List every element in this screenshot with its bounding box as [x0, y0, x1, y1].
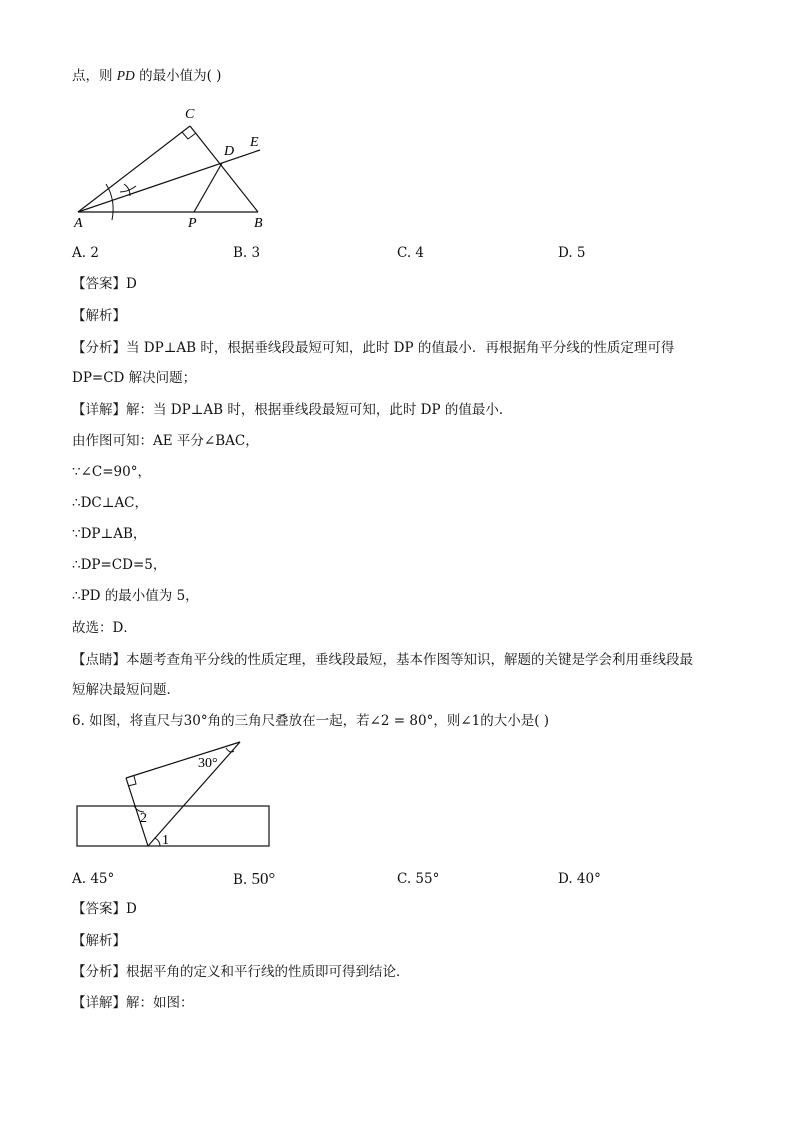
q5-option-a: A. 2	[72, 245, 99, 261]
q6-option-b: B. 50°	[233, 869, 276, 888]
q5-detail-line-8: 故选：D．	[72, 620, 137, 636]
q5-option-c: C. 4	[397, 245, 425, 261]
segment-ac	[78, 126, 190, 212]
q6-option-c: C. 55°	[397, 871, 440, 887]
q5-option-b: B. 3	[233, 245, 261, 261]
angle-1-arc	[155, 838, 160, 846]
q5-analysis-line-2: DP=CD 解决问题；	[72, 370, 197, 386]
label-a: A	[74, 216, 83, 231]
q6-answer: 【答案】D	[72, 901, 137, 917]
q5-comment-line-2: 短解决最短问题．	[72, 682, 180, 698]
q5-detail-line-1: 【详解】解：当 DP⊥AB 时，根据垂线段最短可知，此时 DP 的值最小．	[72, 402, 513, 418]
label-b: B	[254, 216, 263, 231]
ray-ae	[78, 150, 260, 212]
q5-answer: 【答案】D	[72, 276, 137, 292]
q6-ruler-triangle-figure	[74, 740, 274, 852]
label-angle-2: 2	[140, 811, 147, 826]
q6-analysis-heading: 【解析】	[72, 933, 126, 949]
q6-stem: 6. 如图，将直尺与30°角的三角尺叠放在一起，若∠2 = 80°，则∠1的大小是( )	[72, 713, 550, 729]
q6-analysis-line: 【分析】根据平角的定义和平行线的性质即可得到结论．	[72, 964, 410, 980]
label-e: E	[250, 135, 259, 150]
segment-dp	[194, 163, 222, 212]
q5-detail-line-4: ∴DC⊥AC，	[72, 495, 149, 511]
label-30-degrees: 30°	[198, 756, 218, 771]
right-angle-mark	[182, 132, 196, 139]
q6-option-d: D. 40°	[558, 871, 601, 887]
label-p: P	[188, 216, 197, 231]
ruler	[77, 806, 269, 846]
label-angle-1: 1	[162, 833, 169, 848]
triangle-hypotenuse	[148, 742, 240, 846]
q5-option-d: D. 5	[558, 245, 586, 261]
q5-geometry-figure	[70, 100, 280, 235]
q5-comment-line-1: 【点睛】本题考查角平分线的性质定理，垂线段最短，基本作图等知识，解题的关键是学会利用垂线段最	[72, 652, 693, 668]
label-c: C	[185, 107, 195, 122]
q5-detail-line-6: ∴DP=CD=5，	[72, 557, 167, 573]
q5-analysis-line-1: 【分析】当 DP⊥AB 时，根据垂线段最短可知，此时 DP 的值最小．再根据角平分线的性质定理可得	[72, 340, 675, 356]
q5-detail-line-5: ∵DP⊥AB，	[72, 526, 147, 542]
q6-option-a: A. 45°	[72, 871, 115, 887]
q5-detail-line-7: ∴PD 的最小值为 5，	[72, 588, 199, 604]
segment-cb	[190, 126, 258, 212]
q5-detail-line-3: ∵∠C=90°，	[72, 464, 151, 480]
q5-stem-tail: 点，则 PD 的最小值为( )	[72, 68, 222, 84]
label-d: D	[224, 144, 235, 159]
q5-detail-line-2: 由作图可知：AE 平分∠BAC，	[72, 433, 259, 449]
q6-detail-line: 【详解】解：如图：	[72, 995, 194, 1011]
triangle-side-top	[126, 742, 240, 778]
q5-analysis-heading: 【解析】	[72, 308, 126, 324]
